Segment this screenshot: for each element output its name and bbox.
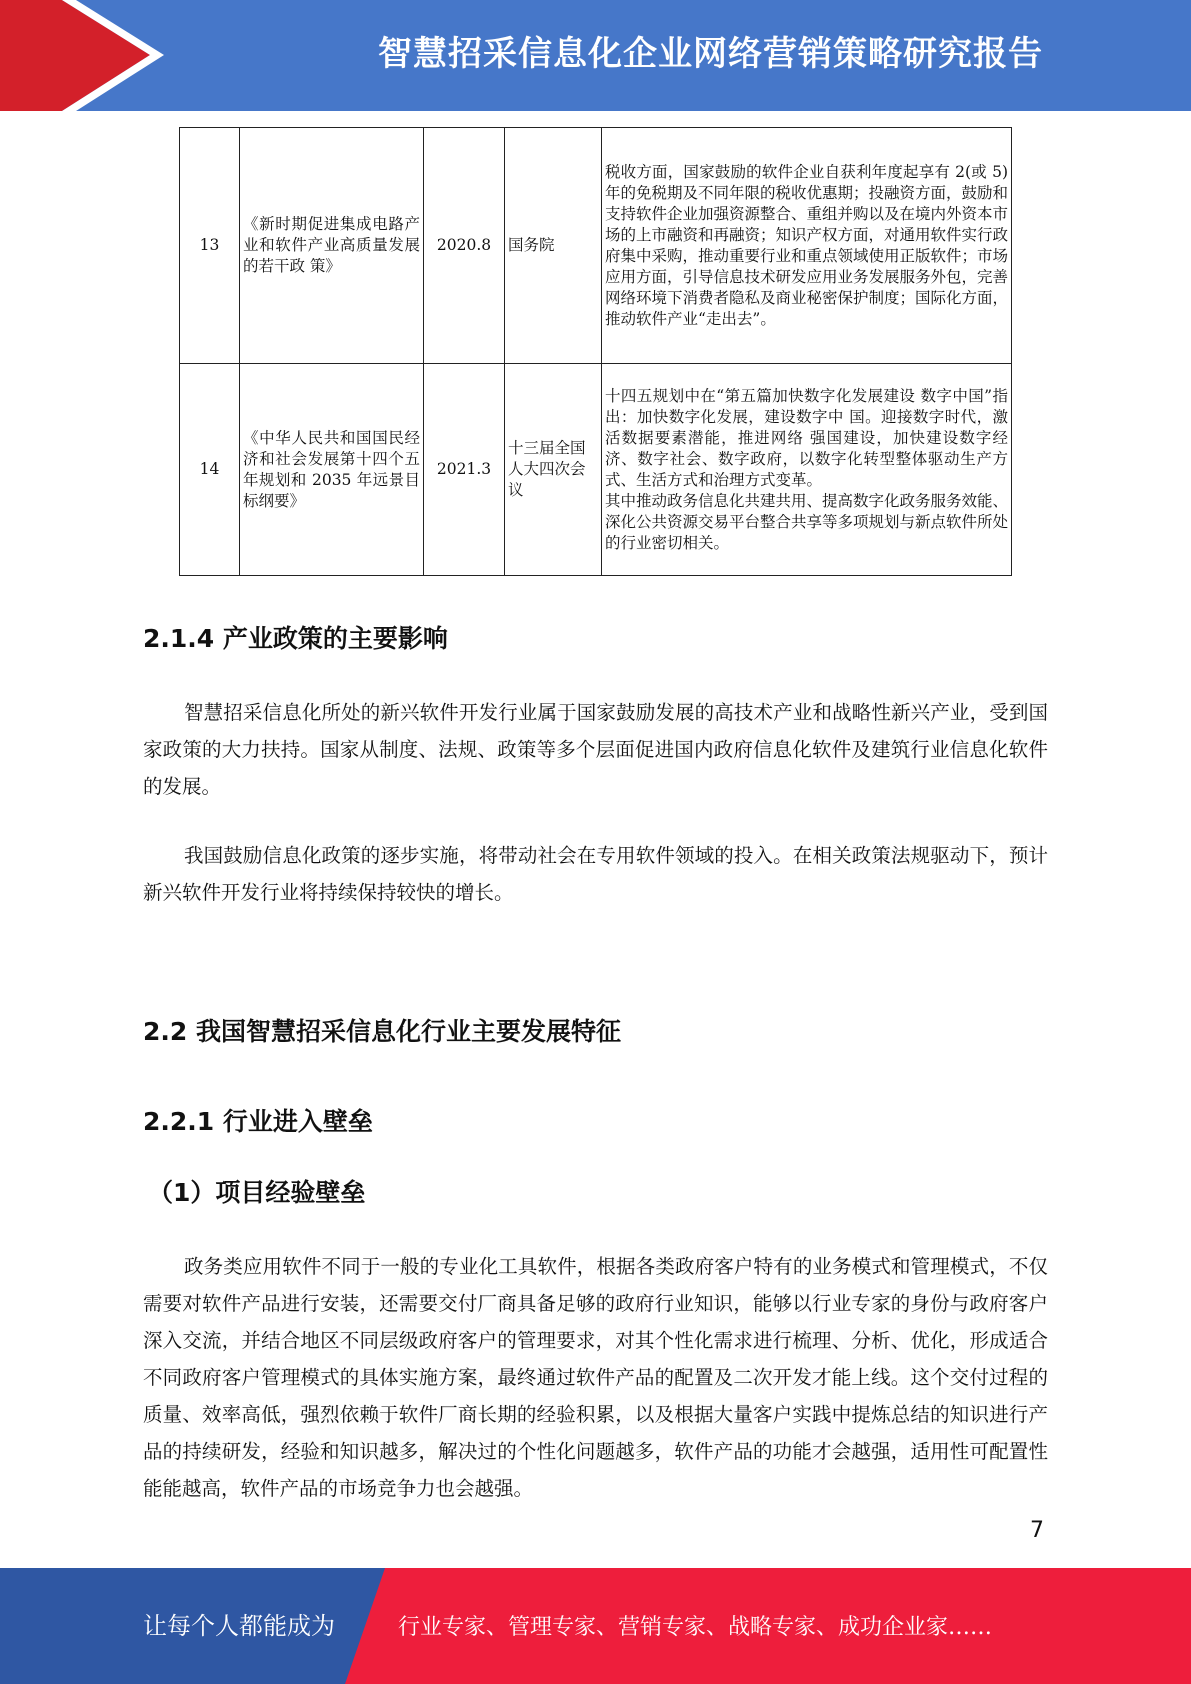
page-header (0, 0, 1191, 111)
section-heading-2-2-1: 2.2.1 行业进入壁垒 (143, 1107, 373, 1136)
table-row (180, 364, 1012, 576)
policy-name: 《中华人民共和国国民经济和社会发展第十四个五年规划和 2035 年远景目标纲要》 (240, 364, 424, 576)
paragraph: 我国鼓励信息化政策的逐步实施，将带动社会在专用软件领域的投入。在相关政策法规驱动下，预计新兴软件开发行业将持续保持较快的增长。 (143, 844, 1048, 904)
report-title: 智慧招采信息化企业网络营销策略研究报告 (378, 34, 1043, 74)
policy-content-part2: 其中推动政务信息化共建共用、提高数字化政务服务效能、深化公共资源交易平台整合共享等多项规划与新点软件所处的行业密切相关。 (605, 491, 1009, 552)
policy-date: 2020.8 (424, 128, 505, 364)
paragraph: 智慧招采信息化所处的新兴软件开发行业属于国家鼓励发展的高技术产业和战略性新兴产业，受到国家政策的大力扶持。国家从制度、法规、政策等多个层面促进国内政府信息化软件及建筑行业信息化软件的发展。 (143, 701, 1048, 798)
table-row (180, 128, 1012, 364)
policy-content (602, 364, 1012, 576)
policy-content: 税收方面，国家鼓励的软件企业自获利年度起享有 2(或 5)年的免税期及不同年限的税收优惠期；投融资方面，鼓励和支持软件企业加强资源整合、重组并购以及在境内外资本市场的上市融资和再融资；知识产权方面，对通用软件实行政府集中采购，推动重要行业和重点领域使用正版软件；市场应用方面，引导信息技术研发应用业务发展服务外包，完善网络环境下消费者隐私及商业秘密保护制度；国际化方面，推动软件产业“走出去”。 (602, 128, 1012, 364)
issuing-org: 十三届全国人大四次会议 (505, 364, 602, 576)
footer-slogan-right: 行业专家、管理专家、营销专家、战略专家、成功企业家…… (398, 1615, 993, 1640)
page-number: 7 (1030, 1518, 1044, 1543)
subsection-heading: （1）项目经验壁垒 (148, 1178, 366, 1207)
issuing-org: 国务院 (505, 128, 602, 364)
page-footer (0, 1568, 1191, 1684)
policy-name: 《新时期促进集成电路产业和软件产业高质量发展的若干政 策》 (240, 128, 424, 364)
row-number: 14 (180, 364, 240, 576)
row-number: 13 (180, 128, 240, 364)
paragraph: 政务类应用软件不同于一般的专业化工具软件，根据各类政府客户特有的业务模式和管理模式，不仅需要对软件产品进行安装，还需要交付厂商具备足够的政府行业知识，能够以行业专家的身份与政府客户深入交流，并结合地区不同层级政府客户的管理要求，对其个性化需求进行梳理、分析、优化，形成适合不同政府客户管理模式的具体实施方案，最终通过软件产品的配置及二次开发才能上线。这个交付过程的质量、效率高低，强烈依赖于软件厂商长期的经验积累，以及根据大量客户实践中提炼总结的知识进行产品的持续研发，经验和知识越多，解决过的个性化问题越多，软件产品的功能才会越强，适用性可配置性能能越高，软件产品的市场竞争力也会越强。 (143, 1255, 1048, 1500)
footer-slogan-left: 让每个人都能成为 (143, 1612, 335, 1640)
header-chevron-icon (0, 0, 170, 111)
section-heading-2-2: 2.2 我国智慧招采信息化行业主要发展特征 (143, 1017, 621, 1046)
policy-date: 2021.3 (424, 364, 505, 576)
policy-content-part1: 十四五规划中在“第五篇加快数字化发展建设 数字中国”指出：加快数字化发展，建设数字中 国。迎接数字时代，激活数据要素潜能，推进网络 强国建设，加快建设数字经济、数字社会、数字政府，以数字化转型整体驱动生产方式、生活方式和治理方式变革。 (605, 386, 1008, 489)
policy-table (179, 127, 1012, 576)
section-heading-2-1-4: 2.1.4 产业政策的主要影响 (143, 624, 448, 653)
